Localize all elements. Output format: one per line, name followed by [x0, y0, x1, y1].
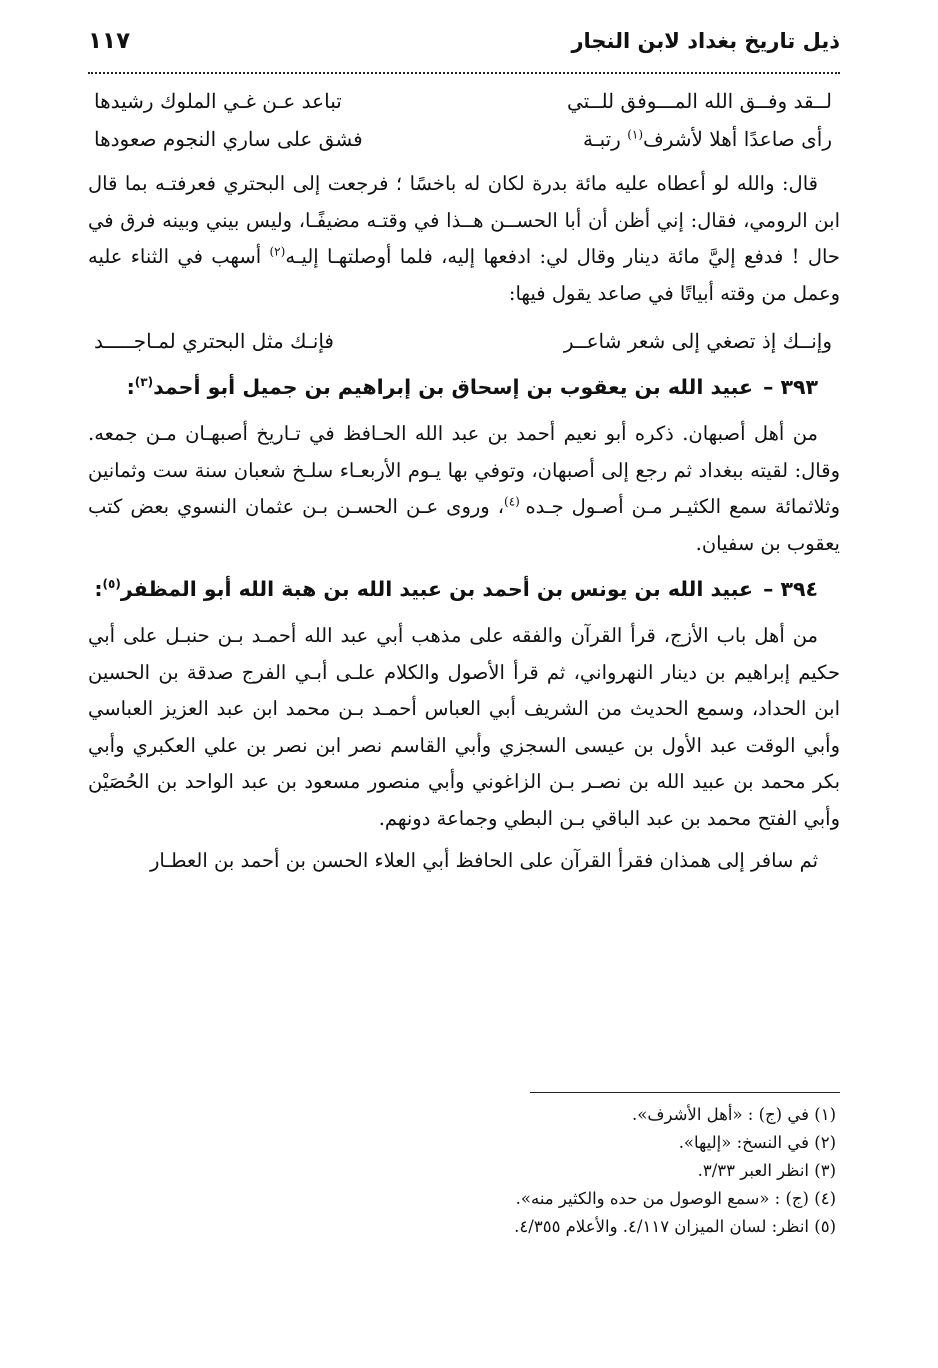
entry-number: ٣٩٣ –: [763, 375, 818, 399]
verse-first-half: وإنــك إذ تصغي إلى شعر شاعــر: [563, 329, 832, 353]
verse-text: رتبـة: [582, 127, 628, 151]
footnote-ref: (٣): [134, 375, 154, 390]
verse-line: [88, 120, 840, 158]
entry-heading: [88, 364, 818, 410]
heading-colon: :: [94, 577, 103, 601]
footnote-ref: (١): [627, 127, 644, 142]
entry-number: ٣٩٤ –: [763, 577, 818, 601]
paragraph: ثم سافر إلى همذان فقرأ القرآن على الحافظ أبي العلاء الحسن بن أحمد بن العطـار: [149, 849, 818, 872]
paragraph-text: قال: والله لو أعطاه عليه مائة بدرة لكان له باخسًا ؛ فرجعت إلى البحتري فعرفتـه بما قال ابن الرومي، فقال: إني أظن أن أبا الحســن هــذا في وقتـه مضيفًـا، وليس بيني وبينه فرق في حال ! فدفع إليَّ مائة دينار وقال لي: ادفعها إليه، فلما أوصلتهـا إليـه: [88, 172, 840, 268]
verse-second-half: فإنـك مثل البحتري لمـاجـــــد: [94, 329, 334, 353]
heading-colon: :: [126, 375, 135, 399]
running-header: [88, 28, 840, 74]
footnote-divider: [530, 1092, 840, 1093]
footnotes: [88, 1092, 840, 1241]
entry-heading: [88, 566, 818, 612]
paragraph: [88, 166, 840, 312]
verses-top: [88, 82, 840, 158]
paragraph: من أهل باب الأزج، قرأ القرآن والفقه على مذهب أبي عبد الله أحمـد بـن حنبـل على أبي حكيم إبراهيم بن دينار النهرواني، ثم قرأ الأصول والكلام علـى أبـي الفرج صدقة بن الحسين ابن الحداد، وسمع الحديث من الشريف أبي العباس أحمـد بـن محمد ابن عبد العزيز العباسي وأبي الوقت عبد الأول بن عيسى السجزي وأبي القاسم نصر ابن نصر بن علي العكبري وأبي بكر محمد بن عبيد الله بن نصـر بـن الزاغوني وأبي منصور مسعود بن عبد الواحد بن الحُصَيْن وأبي الفتح محمد بن عبد الباقي بـن البطي وجماعة دونهم.: [88, 624, 840, 830]
page-number: ١١٧: [88, 28, 131, 54]
footnote-ref: (٤): [504, 494, 526, 509]
verse-second-half: فشق على ساري النجوم صعودها: [94, 127, 363, 151]
footnote: (١) في (ج) : «أهل الأشرف».: [632, 1105, 836, 1124]
paragraph-text: أسهب في الثناء عليه وعمل من وقته أبياتًا في صاعد يقول فيها:: [88, 245, 840, 305]
footnote: (٣) انظر العبر ٣/٣٣.: [697, 1161, 836, 1180]
paragraph-text: من أهل أصبهان. ذكره أبو نعيم أحمد بن عبد الله الحـافظ في تـاريخ أصبهـان مـن جمعه. وقال: لقيته ببغداد ثم رجع إلى أصبهان، وتوفي بها يـوم الأربعـاء سلـخ شعبان سنة ست وثمانين وثلاثمائة سمع الكثيـر مـن أصـول جـده: [88, 422, 840, 518]
verse-first-half: [485, 120, 832, 158]
verse-text: رأى صاعدًا أهلا لأشرف: [643, 127, 832, 151]
verse-line: [88, 322, 840, 360]
verse-first-half: لــقد وفــق الله المـــوفق للــتي: [567, 89, 832, 113]
entry-name: عبيد الله بن يعقوب بن إسحاق بن إبراهيم بن جميل أبو أحمد: [153, 375, 754, 399]
paragraph-text: ، وروى عـن الحسـن بـن عثمان النسوي بعض كتب يعقوب بن سفيان.: [88, 495, 840, 555]
footnote: (٤) (ج) : «سمع الوصول من حده والكثير منه».: [515, 1189, 836, 1208]
verse-second-half: تباعد عـن غـي الملوك رشيدها: [94, 89, 342, 113]
footnote-ref: (٥): [102, 577, 121, 592]
footnote: (٥) انظر: لسان الميزان ٤/١١٧. والأعلام ٤/٣٥٥.: [514, 1217, 836, 1236]
verse-line: [88, 82, 840, 120]
footnote-ref: (٢): [269, 244, 286, 259]
paragraph: [88, 416, 840, 562]
book-title: ذيل تاريخ بغداد لابن النجار: [571, 29, 840, 53]
entry-name: عبيد الله بن يونس بن أحمد بن عبيد الله بن هبة الله أبو المظفر: [120, 577, 754, 601]
book-page: [88, 28, 840, 880]
footnote: (٢) في النسخ: «إليها».: [678, 1133, 836, 1152]
